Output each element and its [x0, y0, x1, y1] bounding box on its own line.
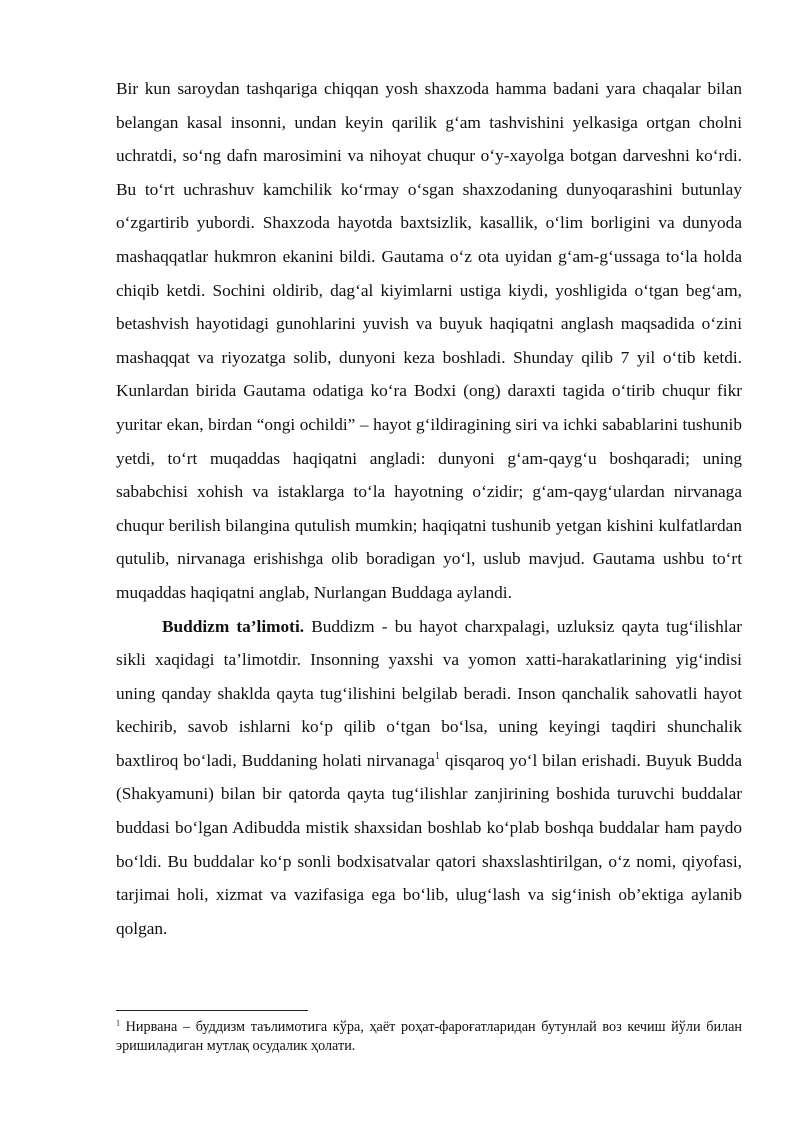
footnote-separator	[116, 1010, 308, 1011]
paragraph-teaching	[116, 610, 742, 946]
section-heading: Buddizm ta’limoti.	[162, 616, 305, 636]
footnote-reference: 1	[434, 751, 440, 763]
footnote-text: Нирвана – буддизм таълимотига кўра, ҳаёт роҳат-фароғатларидан бутунлай воз кечиш йўли билан эришиладиган мутлақ осудалик ҳолати.	[116, 1019, 742, 1054]
paragraph-teaching-text-2: qisqaroq yo‘l bilan erishadi. Buyuk Budda (Shakyamuni) bilan bir qatorda qayta tug‘ilishlar zanjirining boshida turuvchi buddalar buddasi bo‘lgan Adibudda mistik shaxsidan boshlab ko‘plab boshqa buddalar ham paydo bo‘ldi. Bu buddalar ko‘p sonli bodxisatvalar qatori shaxslashtirilgan, o‘z nomi, qiyofasi, tarjimai holi, xizmat va vazifasiga ega bo‘lib, ulug‘lash va sig‘inish ob’ektiga aylanib qolgan.	[116, 750, 742, 938]
paragraph-teaching-text-1: Buddizm - bu hayot charxpalagi, uzluksiz qayta tug‘ilishlar sikli xaqidagi ta’limotdir. Insonning yaxshi va yomon xatti-harakatlarining yig‘indisi uning qanday shaklda qayta tug‘ilishini belgilab beradi. Inson qanchalik sahovatli hayot kechirib, savob ishlarni ko‘p qilib o‘tgan bo‘lsa, uning keyingi taqdiri shunchalik baxtliroq bo‘ladi, Buddaning holati nirvanaga	[116, 616, 743, 770]
main-text	[116, 72, 742, 945]
footnote	[116, 1018, 742, 1056]
footnote-marker: 1	[116, 1018, 120, 1028]
paragraph-story: Bir kun saroydan tashqariga chiqqan yosh shaxzoda hamma badani yara chaqalar bilan belangan kasal insonni, undan keyin qarilik g‘am tashvishini yelkasiga ortgan cholni uchratdi, so‘ng dafn marosimini va nihoyat chuqur o‘y-xayolga botgan darveshni ko‘rdi. Bu to‘rt uchrashuv kamchilik ko‘rmay o‘sgan shaxzodaning dunyoqarashini butunlay o‘zgartirib yubordi. Shaxzoda hayotda baxtsizlik, kasallik, o‘lim borligini va dunyoda mashaqqatlar hukmron ekanini bildi. Gautama o‘z ota uyidan g‘am-g‘ussaga to‘la holda chiqib ketdi. Sochini oldirib, dag‘al kiyimlarni ustiga kiydi, yoshligida o‘tgan beg‘am, betashvish hayotidagi gunohlarini yuvish va buyuk haqiqatni anglash maqsadida o‘zini mashaqqat va riyozatga solib, dunyoni keza boshladi. Shunday qilib 7 yil o‘tib ketdi. Kunlardan birida Gautama odatiga ko‘ra Bodxi (ong) daraxti tagida o‘tirib chuqur fikr yuritar ekan, birdan “ongi ochildi” – hayot g‘ildiragining siri va ichki sabablarini tushunib yetdi, to‘rt muqaddas haqiqatni angladi: dunyoni g‘am-qayg‘u boshqaradi; uning sababchisi xohish va istaklarga to‘la hayotning o‘zidir; g‘am-qayg‘ulardan nirvanaga chuqur berilish bilangina qutulish mumkin; haqiqatni tushunib yetgan kishini kulfatlardan qutulib, nirvanaga erishishga olib boradigan yo‘l, uslub mavjud. Gautama ushbu to‘rt muqaddas haqiqatni anglab, Nurlangan Buddaga aylandi.	[116, 79, 742, 602]
